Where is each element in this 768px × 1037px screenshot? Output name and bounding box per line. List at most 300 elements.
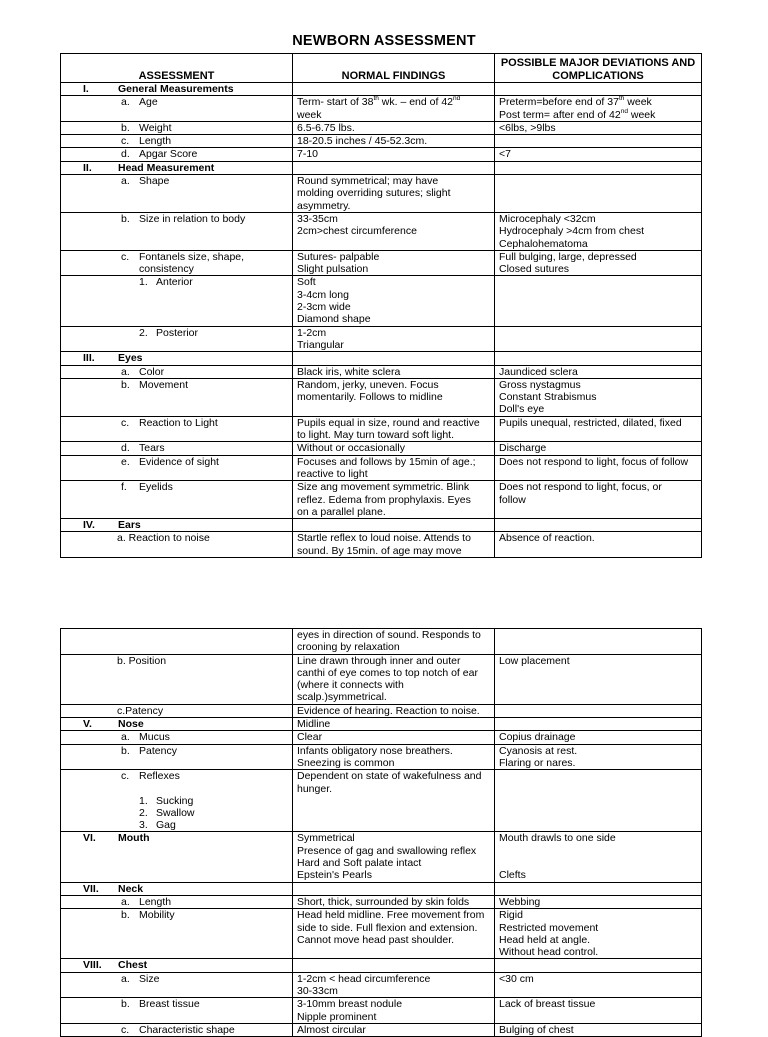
item-label: Evidence of sight xyxy=(139,455,219,468)
normal-findings-cell xyxy=(293,972,495,998)
table-row xyxy=(61,519,702,532)
table-row xyxy=(61,770,702,832)
item-label: Weight xyxy=(139,121,172,134)
item-label: Length xyxy=(139,135,172,148)
deviation-line: Webbing xyxy=(499,895,541,908)
deviations-cell xyxy=(495,352,702,365)
normal-findings-cell xyxy=(293,1023,495,1036)
item-letter: d. xyxy=(121,148,130,161)
normal-findings-cell xyxy=(293,882,495,895)
item-label: Reflexes xyxy=(139,770,180,783)
section-label: Neck xyxy=(118,882,144,895)
item-number: 1. xyxy=(139,276,148,289)
section-label: Ears xyxy=(118,519,141,532)
normal-finding-line: Evidence of hearing. Reaction to noise. xyxy=(297,704,480,717)
deviation-line: Mouth drawls to one side xyxy=(499,832,616,845)
assessment-cell xyxy=(61,959,293,972)
item-letter: b. xyxy=(121,998,130,1011)
deviations-cell xyxy=(495,378,702,416)
item-label: b. Position xyxy=(117,654,167,667)
deviations-cell xyxy=(495,704,702,717)
section-label: Mouth xyxy=(118,832,150,845)
table-row xyxy=(61,326,702,352)
section-number: VIII. xyxy=(83,959,102,972)
normal-finding-line: Clear xyxy=(297,731,323,744)
table-row xyxy=(61,895,702,908)
normal-finding-line: Sneezing is common xyxy=(297,756,395,769)
item-letter: f. xyxy=(121,481,127,494)
section-number: VII. xyxy=(83,882,99,895)
deviation-line: Does not respond to light, focus of follow xyxy=(499,455,689,468)
deviation-line: Constant Strabismus xyxy=(499,391,597,404)
assessment-cell xyxy=(61,365,293,378)
normal-findings-cell xyxy=(293,532,495,558)
normal-findings-cell xyxy=(293,96,495,122)
deviations-cell xyxy=(495,532,702,558)
table-row xyxy=(61,832,702,882)
item-label: c.Patency xyxy=(117,704,164,717)
item-label: Size in relation to body xyxy=(139,212,246,225)
item-label: Characteristic shape xyxy=(139,1023,235,1036)
normal-finding-line: (where it connects with xyxy=(297,679,404,692)
assessment-cell xyxy=(61,654,293,704)
item-label-continued: consistency xyxy=(139,263,194,276)
assessment-cell xyxy=(61,882,293,895)
normal-finding-line: canthi of eye comes to top notch of ear xyxy=(297,666,478,679)
normal-finding-line: Pupils equal in size, round and reactive xyxy=(297,416,480,429)
normal-finding-line: sound. By 15min. of age may move xyxy=(297,544,462,557)
normal-finding-line: Nipple prominent xyxy=(297,1010,377,1023)
normal-finding-line: reactive to light xyxy=(297,467,368,480)
deviation-line: Flaring or nares. xyxy=(499,756,576,769)
item-letter: c. xyxy=(121,250,130,263)
normal-finding-line: 7-10 xyxy=(297,148,319,161)
deviations-cell xyxy=(495,175,702,213)
normal-finding-line: 3-4cm long xyxy=(297,288,349,301)
deviations-cell xyxy=(495,326,702,352)
assessment-cell xyxy=(61,718,293,731)
item-letter: b. xyxy=(121,744,130,757)
deviations-cell xyxy=(495,895,702,908)
normal-findings-cell xyxy=(293,135,495,148)
normal-finding-line: asymmetry. xyxy=(297,199,351,212)
normal-finding-line: Head held midline. Free movement from xyxy=(297,909,485,922)
section-number: VI. xyxy=(83,832,96,845)
deviation-line: follow xyxy=(499,493,526,506)
table-row xyxy=(61,121,702,134)
section-number: I. xyxy=(83,83,89,95)
deviation-line: <7 xyxy=(499,148,511,161)
item-letter: b. xyxy=(121,909,130,922)
deviations-cell xyxy=(495,1023,702,1036)
section-number: IV. xyxy=(83,519,95,532)
deviation-line: Cyanosis at rest. xyxy=(499,744,578,757)
item-label: Reaction to Light xyxy=(139,416,218,429)
normal-findings-cell xyxy=(293,83,495,96)
item-label: Patency xyxy=(139,744,177,757)
normal-findings-cell xyxy=(293,455,495,481)
table-row xyxy=(61,378,702,416)
table-row xyxy=(61,416,702,442)
normal-finding-line: Presence of gag and swallowing reflex xyxy=(297,844,477,857)
item-letter: c. xyxy=(121,770,130,783)
table-row xyxy=(61,731,702,744)
normal-findings-cell xyxy=(293,770,495,832)
table-row xyxy=(61,718,702,731)
item-letter: e. xyxy=(121,455,130,468)
deviation-line: Jaundiced sclera xyxy=(499,365,578,378)
table-row xyxy=(61,212,702,250)
deviations-cell xyxy=(495,731,702,744)
deviation-line: Absence of reaction. xyxy=(499,532,595,545)
table-row xyxy=(61,250,702,276)
table-row xyxy=(61,972,702,998)
table-row xyxy=(61,175,702,213)
deviation-line: Hydrocephaly >4cm from chest xyxy=(499,225,645,238)
deviation-line: Bulging of chest xyxy=(499,1023,574,1036)
normal-findings-cell xyxy=(293,998,495,1024)
normal-finding-line: side to side. Full flexion and extension. xyxy=(297,921,478,934)
normal-findings-cell xyxy=(293,744,495,770)
item-label: Posterior xyxy=(156,326,199,339)
normal-findings-cell xyxy=(293,629,495,655)
reflex-number: 2. xyxy=(139,806,148,819)
table-row xyxy=(61,998,702,1024)
assessment-cell xyxy=(61,83,293,96)
assessment-cell xyxy=(61,442,293,455)
normal-findings-cell xyxy=(293,212,495,250)
deviations-cell xyxy=(495,654,702,704)
assessment-cell xyxy=(61,895,293,908)
normal-findings-cell xyxy=(293,175,495,213)
normal-finding-line: Diamond shape xyxy=(297,313,371,326)
normal-finding-line: Midline xyxy=(297,718,331,731)
normal-finding-line: Slight pulsation xyxy=(297,263,369,276)
deviations-cell xyxy=(495,718,702,731)
table-row xyxy=(61,455,702,481)
section-label: Nose xyxy=(118,718,144,731)
item-letter: a. xyxy=(121,972,130,985)
assessment-cell xyxy=(61,731,293,744)
deviations-cell xyxy=(495,365,702,378)
normal-finding-line: Dependent on state of wakefulness and xyxy=(297,770,482,783)
normal-findings-cell xyxy=(293,442,495,455)
assessment-cell xyxy=(61,704,293,717)
reflex-number: 1. xyxy=(139,794,148,807)
item-letter: a. xyxy=(121,96,130,109)
deviation-line: Lack of breast tissue xyxy=(499,998,596,1011)
normal-findings-cell xyxy=(293,161,495,174)
table-row xyxy=(61,96,702,122)
deviation-line: Cephalohematoma xyxy=(499,237,588,250)
normal-finding-line: 33-35cm xyxy=(297,212,338,225)
section-label: Head Measurement xyxy=(118,161,215,174)
table-row xyxy=(61,532,702,558)
normal-finding-line: Symmetrical xyxy=(297,832,355,845)
table-row xyxy=(61,1023,702,1036)
assessment-cell xyxy=(61,1023,293,1036)
table-row xyxy=(61,135,702,148)
normal-finding-line: Round symmetrical; may have xyxy=(297,175,439,188)
normal-findings-cell xyxy=(293,959,495,972)
item-letter: b. xyxy=(121,378,130,391)
item-label: Mobility xyxy=(139,909,175,922)
normal-findings-cell xyxy=(293,909,495,959)
deviation-line: Post term= after end of 42nd week xyxy=(499,107,656,121)
item-label: Movement xyxy=(139,378,189,391)
section-number: III. xyxy=(83,352,95,365)
item-letter: c. xyxy=(121,416,130,429)
table-row xyxy=(61,442,702,455)
table-row xyxy=(61,481,702,519)
deviation-line: Closed sutures xyxy=(499,263,570,276)
section-number: II. xyxy=(83,161,92,174)
item-letter: b. xyxy=(121,121,130,134)
item-number: 2. xyxy=(139,326,148,339)
normal-finding-line: Short, thick, surrounded by skin folds xyxy=(297,895,470,908)
normal-findings-cell xyxy=(293,731,495,744)
deviation-line: Gross nystagmus xyxy=(499,378,581,391)
assessment-cell xyxy=(61,972,293,998)
table-row xyxy=(61,83,702,96)
normal-finding-line: 1-2cm xyxy=(297,326,327,339)
deviation-line: Does not respond to light, focus, or xyxy=(499,481,662,494)
normal-finding-line: Size ang movement symmetric. Blink xyxy=(297,481,470,494)
item-label: Color xyxy=(139,365,165,378)
normal-finding-line: to light. May turn toward soft light. xyxy=(297,429,454,442)
deviation-line: Pupils unequal, restricted, dilated, fixed xyxy=(499,416,682,429)
deviation-line: Restricted movement xyxy=(499,921,599,934)
normal-findings-cell xyxy=(293,832,495,882)
deviations-cell xyxy=(495,998,702,1024)
table-row xyxy=(61,365,702,378)
table-row xyxy=(61,161,702,174)
item-label: Tears xyxy=(139,442,165,455)
deviations-cell xyxy=(495,212,702,250)
item-letter: b. xyxy=(121,212,130,225)
normal-findings-cell xyxy=(293,250,495,276)
assessment-cell xyxy=(61,135,293,148)
normal-finding-line: 2-3cm wide xyxy=(297,301,351,314)
item-label: Age xyxy=(139,96,158,109)
table-row xyxy=(61,909,702,959)
normal-finding-line: Cannot move head past shoulder. xyxy=(297,933,455,946)
section-label: Eyes xyxy=(118,352,143,365)
item-letter: a. xyxy=(121,175,130,188)
deviation-line xyxy=(499,857,697,869)
reflex-label: Swallow xyxy=(156,806,195,819)
normal-finding-line: 1-2cm < head circumference xyxy=(297,972,431,985)
assessment-cell xyxy=(61,455,293,481)
item-label: Eyelids xyxy=(139,481,173,494)
deviations-cell xyxy=(495,148,702,161)
normal-finding-line: momentarily. Follows to midline xyxy=(297,391,443,404)
assessment-cell xyxy=(61,212,293,250)
item-label: Breast tissue xyxy=(139,998,200,1011)
normal-finding-line: Triangular xyxy=(297,338,344,351)
normal-findings-cell xyxy=(293,276,495,326)
normal-finding-line: on a parallel plane. xyxy=(297,505,386,518)
item-label: Length xyxy=(139,895,172,908)
assessment-cell xyxy=(61,532,293,558)
assessment-cell xyxy=(61,519,293,532)
deviation-line: Discharge xyxy=(499,442,547,455)
normal-findings-cell xyxy=(293,148,495,161)
deviations-cell xyxy=(495,481,702,519)
item-letter: c. xyxy=(121,135,130,148)
normal-findings-cell xyxy=(293,895,495,908)
normal-finding-line: molding overriding sutures; slight xyxy=(297,187,451,200)
item-label: Mucus xyxy=(139,731,170,744)
deviations-cell xyxy=(495,909,702,959)
assessment-table-page-2 xyxy=(60,628,702,1037)
table-row xyxy=(61,882,702,895)
normal-finding-line: 3-10mm breast nodule xyxy=(297,998,403,1011)
assessment-cell xyxy=(61,481,293,519)
table-row xyxy=(61,629,702,655)
item-letter: c. xyxy=(121,1023,130,1036)
item-letter: a. xyxy=(121,365,130,378)
item-letter: d. xyxy=(121,442,130,455)
assessment-cell xyxy=(61,148,293,161)
table-row xyxy=(61,704,702,717)
deviation-line: <30 cm xyxy=(499,972,534,985)
deviations-cell xyxy=(495,416,702,442)
deviation-line: Full bulging, large, depressed xyxy=(499,250,637,263)
assessment-cell xyxy=(61,629,293,655)
item-label: Fontanels size, shape, xyxy=(139,250,245,263)
normal-finding-line: Hard and Soft palate intact xyxy=(297,857,422,870)
table-row xyxy=(61,148,702,161)
normal-finding-line: Line drawn through inner and outer xyxy=(297,654,461,667)
normal-findings-cell xyxy=(293,121,495,134)
item-label: Size xyxy=(139,972,160,985)
normal-finding-line: Infants obligatory nose breathers. xyxy=(297,744,453,757)
section-label: Chest xyxy=(118,959,148,972)
assessment-cell xyxy=(61,998,293,1024)
deviations-cell xyxy=(495,744,702,770)
normal-finding-line: 30-33cm xyxy=(297,985,338,998)
normal-findings-cell xyxy=(293,704,495,717)
deviation-line: Copius drainage xyxy=(499,731,576,744)
item-label: Anterior xyxy=(156,276,193,289)
normal-finding-line: 2cm>chest circumference xyxy=(297,225,417,238)
assessment-cell xyxy=(61,96,293,122)
header-assessment: ASSESSMENT xyxy=(61,54,293,83)
reflex-number: 3. xyxy=(139,819,148,832)
deviations-cell xyxy=(495,882,702,895)
deviations-cell xyxy=(495,959,702,972)
item-letter: a. xyxy=(121,895,130,908)
assessment-cell xyxy=(61,276,293,326)
page-title: NEWBORN ASSESSMENT xyxy=(292,33,476,49)
table-header-row xyxy=(61,54,702,83)
normal-finding-line: Soft xyxy=(297,276,316,289)
section-label: General Measurements xyxy=(118,83,234,95)
deviations-cell xyxy=(495,629,702,655)
assessment-cell xyxy=(61,770,293,832)
item-label: a. Reaction to noise xyxy=(117,532,210,545)
table-row xyxy=(61,959,702,972)
normal-finding-line: Epstein's Pearls xyxy=(297,869,372,882)
table-row xyxy=(61,276,702,326)
item-letter: a. xyxy=(121,731,130,744)
deviation-line: Low placement xyxy=(499,654,570,667)
normal-findings-cell xyxy=(293,352,495,365)
reflex-label: Gag xyxy=(156,819,176,832)
normal-findings-cell xyxy=(293,718,495,731)
normal-finding-line: scalp.)symmetrical. xyxy=(297,691,387,704)
header-normal-findings: NORMAL FINDINGS xyxy=(293,54,495,83)
deviation-line: Clefts xyxy=(499,869,526,882)
deviation-line: Microcephaly <32cm xyxy=(499,212,596,225)
normal-finding-line: crooning by relaxation xyxy=(297,641,400,654)
deviations-cell xyxy=(495,832,702,882)
normal-finding-line: Almost circular xyxy=(297,1023,366,1036)
item-label: Shape xyxy=(139,175,170,188)
deviations-cell xyxy=(495,121,702,134)
normal-finding-line: eyes in direction of sound. Responds to xyxy=(297,629,481,641)
normal-finding-line: Sutures- palpable xyxy=(297,250,380,263)
deviation-line: Head held at angle. xyxy=(499,933,591,946)
deviations-cell xyxy=(495,161,702,174)
normal-finding-line: 18-20.5 inches / 45-52.3cm. xyxy=(297,135,428,148)
deviations-cell xyxy=(495,972,702,998)
normal-findings-cell xyxy=(293,519,495,532)
assessment-cell xyxy=(61,326,293,352)
assessment-cell xyxy=(61,744,293,770)
deviations-cell xyxy=(495,442,702,455)
deviation-line: Rigid xyxy=(499,909,523,922)
deviations-cell xyxy=(495,83,702,96)
deviations-cell xyxy=(495,96,702,122)
normal-findings-cell xyxy=(293,481,495,519)
normal-finding-line: Focuses and follows by 15min of age.; xyxy=(297,455,476,468)
normal-finding-line: Term- start of 38th wk. – end of 42nd xyxy=(297,95,461,109)
deviations-cell xyxy=(495,276,702,326)
normal-finding-line: week xyxy=(297,108,322,121)
normal-findings-cell xyxy=(293,416,495,442)
table-row xyxy=(61,744,702,770)
deviation-line: Preterm=before end of 37th week xyxy=(499,95,652,109)
item-label: Apgar Score xyxy=(139,148,198,161)
assessment-cell xyxy=(61,416,293,442)
normal-finding-line: 6.5-6.75 lbs. xyxy=(297,121,355,134)
normal-finding-line: Startle reflex to loud noise. Attends to xyxy=(297,532,471,545)
normal-findings-cell xyxy=(293,378,495,416)
assessment-cell xyxy=(61,121,293,134)
deviation-line xyxy=(499,845,697,857)
assessment-table-page-1 xyxy=(60,53,702,558)
deviations-cell xyxy=(495,770,702,832)
normal-finding-line: Random, jerky, uneven. Focus xyxy=(297,378,439,391)
normal-findings-cell xyxy=(293,365,495,378)
deviation-line: Doll's eye xyxy=(499,403,545,416)
table-row xyxy=(61,654,702,704)
deviations-cell xyxy=(495,135,702,148)
normal-findings-cell xyxy=(293,654,495,704)
assessment-cell xyxy=(61,250,293,276)
assessment-cell xyxy=(61,909,293,959)
reflex-label: Sucking xyxy=(156,794,194,807)
assessment-cell xyxy=(61,161,293,174)
assessment-cell xyxy=(61,378,293,416)
header-deviations: POSSIBLE MAJOR DEVIATIONS AND COMPLICATIONS xyxy=(495,54,702,83)
deviations-cell xyxy=(495,250,702,276)
assessment-cell xyxy=(61,352,293,365)
deviations-cell xyxy=(495,455,702,481)
section-number: V. xyxy=(83,718,92,731)
